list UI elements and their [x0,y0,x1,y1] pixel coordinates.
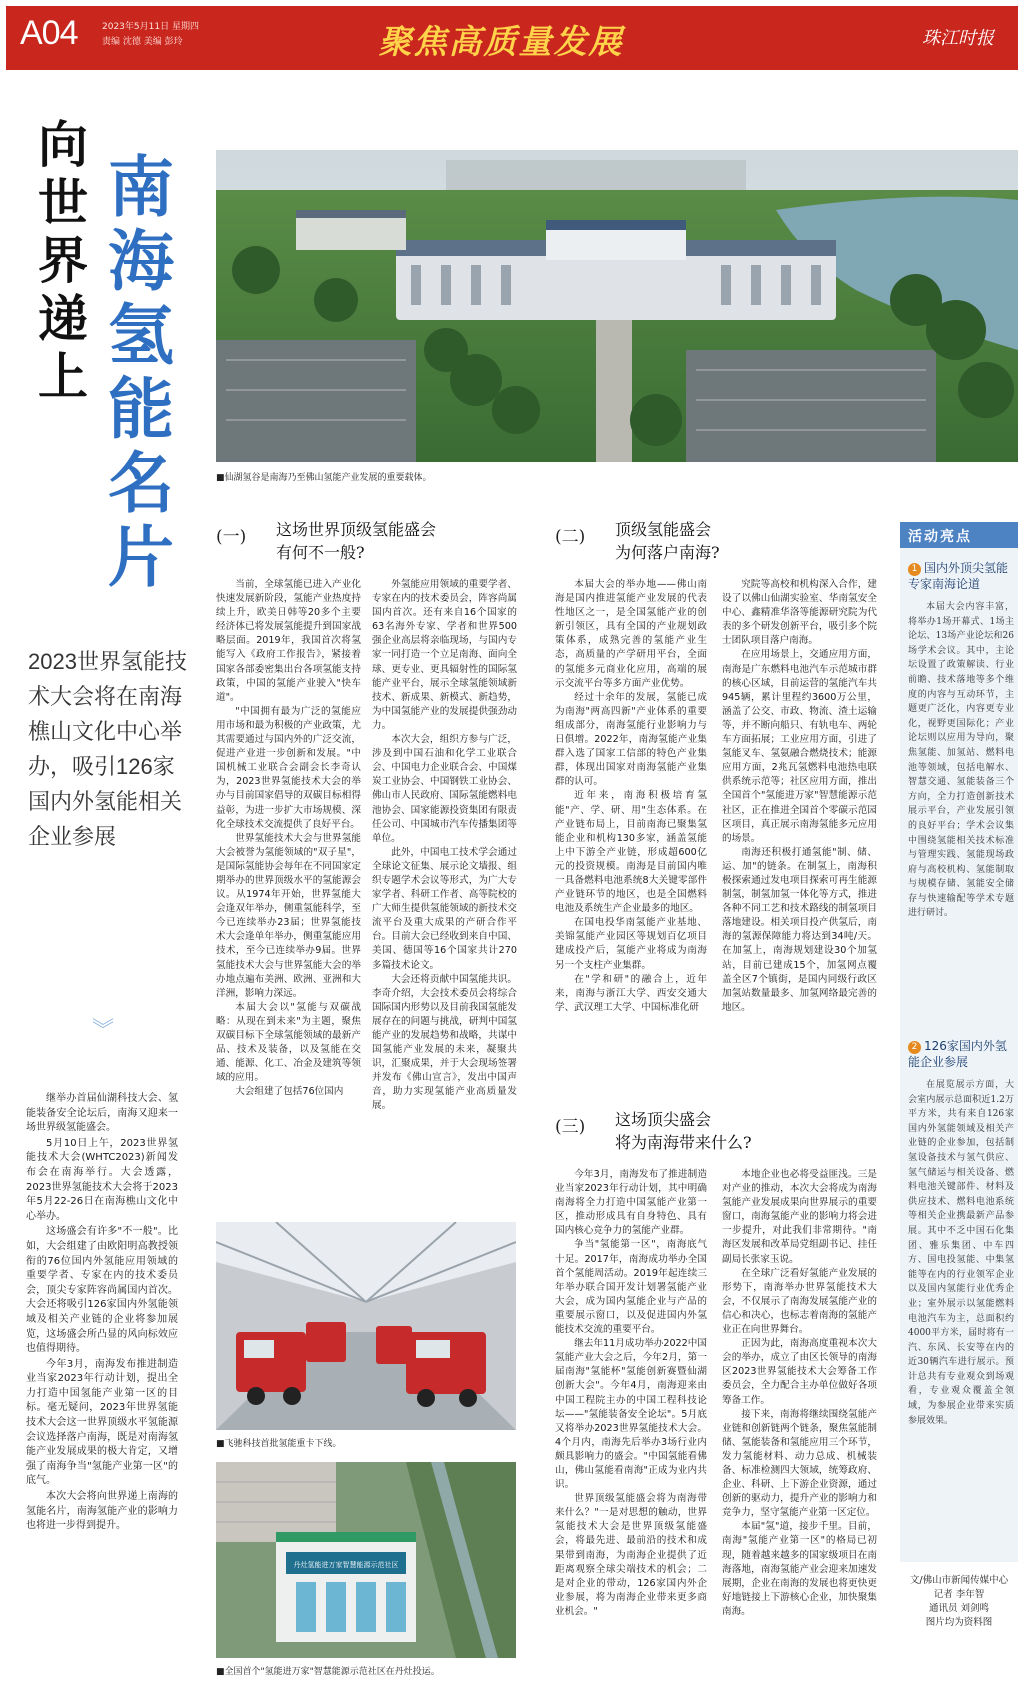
section2-column-b: 究院等高校和机构深入合作，建设了以佛山仙湖实验室、华南氢安全中心、鑫精准华洛等能源研究院为代表的多个研发创新平台，吸引多个院士团队项目落户南海。 在应用场景上，交通应用方面，南海是广东燃料电池汽车示范城市群的核心区域，目前运营的氢能汽车共945辆，累计里程约3600万公里，涵盖了公交、市政、物流、渣土运输等，并不断向船只、有轨电车、两轮车方面拓展；工业应用方面，引进了氢能叉车、氢氨融合燃烧技术；能源应用方面，2兆瓦氢燃料电池热电联供系统示范等；社区应用方面，推出全国首个"氢能进万家"智慧能源示范社区，正在推进全国首个零碳示范园区项目，真正展示南海氢能多元应用的场景。 南海还积极打通氢能"制、储、运、加"的链条。在制氢上，南海积极探索通过发电项目探索可再生能源制氢，制氢加氢一体化等方式，推进各种不同工艺和技术路线的制氢项目落地建设。相关项目投产供氢后，南海的氢源保障能力将达到34吨/天。在加氢上，南海规划建设30个加氢站，目前已建成15个，加氢网点覆盖全区7个镇街，是国内同级行政区加氢站数量最多、加氢网络最完善的地区。 [722,579,877,1013]
section3-column-b: 本地企业也必将受益匪浅。三是对产业的推动，本次大会将成为南海氢能产业发展成果向世界展示的重要窗口，南海氢能产业的影响力将会进一步提升，对此我们非常期待。"南海区发展和改革局党组副书记、挂任副局长张家玉说。 在全球广泛看好氢能产业发展的形势下，南海举办世界氢能技术大会，不仅展示了南海发展氢能产业的信心和决心，也标志着南海的氢能产业正在向世界舞台。 正因为此，南海高度重视本次大会的举办，成立了由区长领导的南海区2023世界氢能技术大会筹备工作委员会，全力配合主办单位做好各项筹备工作。 接下来，南海将继续围绕氢能产业链和创新链两个链条，聚焦氢能制储、氢能装备和氢能应用三个环节，发力氢能材料、动力总成、机械装备、标准检测四大领域，统筹政府、企业、科研、上下游企业资源，通过创新的驱动力，提升产业的影响力和竞争力，坚守氢能产业第一区定位。 本届"氢"道，接步千里。目前，南海"氢能产业第一区"的格局已初现，随着越来越多的国家级项目在南海落地，南海氢能产业会迎来加速发展期，企业在南海的发展也将更快更好地链接上下游核心企业，加快聚集南海。 [722,1169,877,1617]
number-badge-icon: 1 [908,563,921,576]
chevron-down-icon: ︾ [92,1018,115,1043]
station-photo-caption: ■全国首个"氢能进万家"智慧能源示范社区在丹灶投运。 [216,1667,440,1677]
truck-factory-photo [216,1222,516,1430]
section-heading-1: (一) 这场世界顶级氢能盛会 有何不一般? [216,520,437,562]
sidebar-item-text-1: 本届大会内容丰富，将举办1场开幕式、1场主论坛、13场产业论坛和26场学术会议。其中，主论坛设置了政策解读、行业前瞻、技术落地等多个维度的内容与互动环节，主题更广泛化，内容更专业化，视野更国际化；产业论坛则以应用为导向，聚焦氢能、加氢站、燃料电池等领域，包括电解水、智慧交通、氢能装备三个方向，全力打造创新技术展示平台，产业发展引领的良好平台；学术会议集中围绕氢能相关技术标准与管理实践、氢能现场政府与高校机构、氢能制取与规模存储、氢能安全储存与快速输配等学术专题进行研讨。 [908,602,1014,919]
sidebar-item-title-1: 1 国内外顶尖氢能专家南海论道 [908,561,1009,591]
date-line: 2023年5月11日 星期四 责编 沈德 美编 彭玲 [102,22,199,47]
section-banner-title: 聚焦高质量发展 [378,22,624,61]
number-badge-icon: 2 [908,1041,921,1054]
section2-column-a: 本届大会的举办地——佛山南海是国内推进氢能产业发展的代表性地区之一，是全国氢能产业的创新引领区，具有全国的产业规划政策体系，成熟完善的氢能产业生态，高质量的产学研用平台，全面的氢能多元商业化应用，高端的展示交流平台等多方面产业优势。 经过十余年的发展，氢能已成为南海"两高四新"产业体系的重要组成部分，南海氢能行业影响力与日俱增。2022年，南海氢能产业集群入选了国家工信部的特色产业集群，体现出国家对南海氢能产业集群的认可。 近年来，南海积极培育氢能"产、学、研、用"生态体系。在产业链布局上，目前南海已聚集氢能企业和机构130多家，涵盖氢能上中下游全产业链，形成超600亿元的投资规模。南海是目前国内唯一具备燃料电池系统8大关键零部件产业链环节的地区，也是全国燃料电池及系统生产企业最多的地区。 在国电投华南氢能产业基地、美锦氢能产业园区等规划百亿项目建成投产后，氢能产业将成为南海另一个支柱产业集群。 在"学和研"的融合上，近年来，南海与浙江大学、西安交通大学、武汉理工大学、中国标准化研 [555,579,707,1013]
headline-blue: 南 海 氢 能 名 片 [108,148,174,596]
sidebar-header: 活动亮点 [900,522,1018,548]
section-heading-2: (二) 顶级氢能盛会 为何落户南海? [555,520,720,562]
highlights-sidebar [900,522,1018,1562]
sidebar-item-title-2: 2 126家国内外氢能企业参展 [908,1039,1007,1069]
subheadline: 2023世界氢能技术大会将在南海樵山文化中心举办，吸引126家国内外氢能相关企业参展 [28,649,187,849]
sidebar-item-text-2: 在展览展示方面，大会室内展示总面积近1.2万平方米，共有来自126家国内外氢能领域及相关产业链的企业参加，包括制氢设备技术与氢气供应、氢气储运与相关设备、燃料电池关键部件、材料及供应技术、燃料电池系统等相关企业携最新产品参展。其中不乏中国石化集团、雅乐集团、中车四方、国电投氢能、中集氢能等在内的行业领军企业以及国内氢能行业优秀企业；室外展示以氢能燃料电池汽车为主，总面积约4000平方米，届时将有一汽、东风、长安等在内的近30辆汽车进行展示。预计总共有专业观众到场观看，专业观众覆盖全领域，为参展企业带来实质参展效果。 [908,1080,1014,1426]
page-number: A04 [20,14,78,52]
newspaper-logo: 珠江时报 [922,28,994,49]
aerial-photo-xianhu [216,150,1018,462]
headline-black: 向 世 界 递 上 [38,115,88,406]
masthead-banner [6,6,1018,70]
section1-column-b: 外氢能应用领域的重要学者、专家在内的技术委员会，阵容尚属国内首次。还有来自16个国家的63名海外专家、学者和世界500强企业高层将亲临现场，与国内专家一同打造一个立足南海、面向全球、更专业、更具辐射性的国际氢能产业平台，展示全球氢能领域新技术、新成果、新模式、新趋势，为中国氢能产业的发展提供强劲动力。 本次大会，组织方参与广泛，涉及到中国石油和化学工业联合会、中国电力企业联合会、中国煤炭工业协会、中国钢铁工业协会、佛山市人民政府、国际氢能燃料电池协会、国家能源投资集团有限责任公司、中国城市汽车传播集团等单位。 此外，中国电工技术学会通过全球论文征集、展示论文墙报、组织专题学术会议等形式，为广大专家学者、科研工作者、高等院校的广大师生提供氢能领域的新技术交流平台及重大成果的产研合作平台。目前大会已经收到来自中国、美国、德国等16个国家共计270多篇技术论文。 大会还将贡献中国氢能共识。李奇介绍，大会技术委员会将综合国际国内形势以及目前我国氢能发展存在的问题与挑战，研判中国氢能产业的发展趋势和战略，共谋中国氢能产业发展的未来，凝聚共识，汇聚成果，并于大会现场签署并发布《佛山宣言》，发出中国声音，助力实现氢能产业高质量发展。 [372,579,517,1112]
hydrogen-community-photo [216,1462,516,1658]
truck-photo-caption: ■飞驰科技首批氢能重卡下线。 [216,1439,342,1449]
intro-text: 继举办首届仙湖科技大会、氢能装备安全论坛后，南海又迎来一场世界级氢能盛会。 5月10日上午，2023世界氢能技术大会(WHTC2023)新闻发布会在南海举行。大会透露，2023世界氢能技术大会将于2023年5月22-26日在南海樵山文化中心举办。 这场盛会有许多"不一般"。比如，大会组建了由欧阳明高教授领衔的76位国内外氢能应用领域的重要学者、专家在内的技术委员会，顶尖专家阵容尚属国内首次。大会还将吸引126家国内外氢能领域及相关产业链的企业将参加展览，这场盛会所凸显的风向标效应也值得期待。 今年3月，南海发布推进制造业当家2023年行动计划，提出全力打造中国氢能产业第一区的目标。毫无疑问，2023年世界氢能技术大会这一世界顶级水平氢能源会议选择落户南海，既是对南海氢能产业发展成果的极大肯定，又增强了南海争当"氢能产业第一区"的底气。 本次大会将向世界递上南海的氢能名片，南海氢能产业的影响力也将进一步得到提升。 [26,1093,178,1532]
section1-column-a: 当前，全球氢能已进入产业化快速发展新阶段，氢能产业热度持续上升，欧美日韩等20多个主要经济体已将发展氢能提升到国家战略层面。2019年，我国首次将氢能写入《政府工作报告》，紧接着国家各部委密集出台各项氢能支持政策，中国的氢能产业驶入"快车道"。 "中国拥有最为广泛的氢能应用市场和最为积极的产业政策，尤其需要通过与国内外的广泛交流，促进产业进一步创新和发展。"中国机械工业联合会副会长李奇认为，2023世界氢能技术大会的举办与目前国家倡导的双碳目标相得益彰，为进一步扩大市场规模、深化全球技术交流提供了良好平台。 世界氢能技术大会与世界氢能大会被誉为氢能领域的"双子星"，是国际氢能协会每年在不同国家定期举办的世界顶级水平的氢能源会议。从1974年开始，世界氢能大会逢双年举办，侧重氢能科学，至今已连续举办23届；世界氢能技术大会逢单年举办，侧重氢能应用技术，至今已连续举办9届。世界氢能技术大会与世界氢能大会的举办地点遍布美洲、欧洲、亚洲和大洋洲，影响力深远。 本届大会以"氢能与双碳战略：从现在到未来"为主题，聚焦双碳目标下全球氢能领域的最新产品、技术及装备，以及氢能在交通、能源、化工、冶金及建筑等领域的应用。 大会组建了包括76位国内 [216,579,361,1098]
station-sign-text: 丹灶氢能进万家智慧能源示范社区 [293,1561,399,1569]
byline-credits: 文/佛山市新闻传媒中心 记者 李年智 通讯员 刘剑鸣 图片均为资料图 [909,1575,1009,1628]
top-photo-caption: ■仙湖氢谷是南海乃至佛山氢能产业发展的重要载体。 [216,473,432,483]
section3-column-a: 今年3月，南海发布了推进制造业当家2023年行动计划，其中明确南海将全力打造中国氢能产业第一区，推动形成具有自身特色、具有国内核心竞争力的氢能产业群。 争当"氢能第一区"，南海底气十足。2017年，南海成功举办全国首个氢能周活动。2019年起连续三年举办联合国开发计划署氢能产业大会，成为国内氢能企业与产品的重要展示窗口，以及促进国内外氢能技术交流的重要平台。 继去年11月成功举办2022中国氢能产业大会之后，今年2月，第一届南海"氢能杯"氢能创新赛暨仙湖创新大会"。今年4月，南海迎来由中国工程院主办的中国工程科技论坛——"氢能装备安全论坛"。5月底又将举办2023世界氢能技术大会。4个月内，南海先后举办3场行业内颇具影响力的盛会。"中国氢能看佛山，佛山氢能看南海"正成为业内共识。 世界顶级氢能盛会将为南海带来什么？"一是对思想的触动，世界氢能技术大会是世界顶级氢能盛会，将最先进、最前沿的技术和成果带到南海，为南海企业提供了近距离观察全球尖端技术的机会；二是对企业的带动，126家国内外企业参展，将为南海企业带来更多商业机会。" [555,1169,707,1617]
section-heading-3: (三) 这场顶尖盛会 将为南海带来什么? [555,1110,752,1152]
